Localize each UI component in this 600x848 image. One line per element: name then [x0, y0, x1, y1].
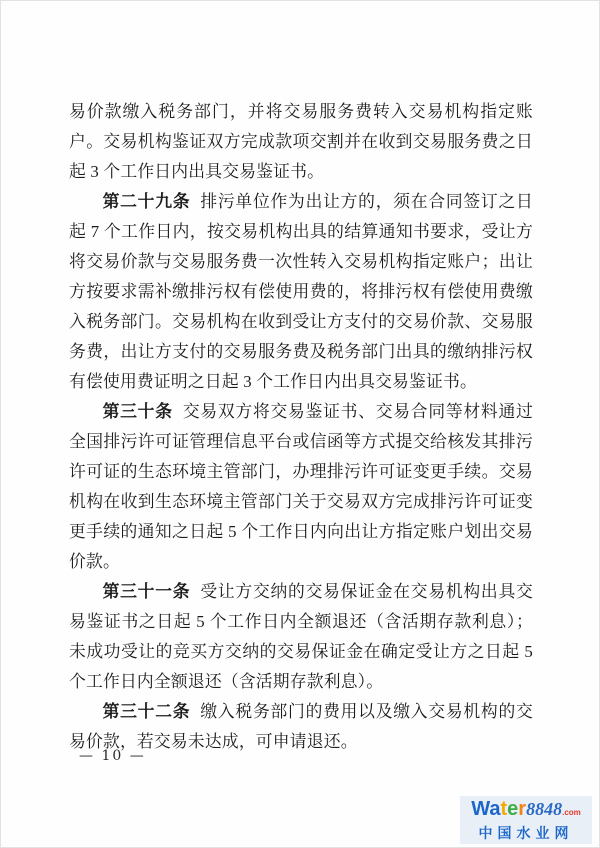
paragraph-continuation [69, 97, 533, 187]
article-29-heading: 第二十九条 [102, 192, 191, 211]
brand-letter-e: e [507, 798, 519, 820]
article-31-heading: 第三十一条 [102, 582, 191, 601]
brand-letter-t: t [500, 798, 508, 820]
watermark-subtitle: 中国水业网 [478, 825, 574, 841]
watermark-logo [460, 796, 592, 844]
brand-letter-w: W [471, 798, 490, 820]
article-30-heading: 第三十条 [102, 402, 173, 421]
brand-letter-a: a [489, 798, 501, 820]
article-30-text: 交易双方将交易鉴证书、交易合同等材料通过全国排污许可证管理信息平台或信函等方式提交给核发其排污许可证的生态环境主管部门，办理排污许可证变更手续。交易机构在收到生态环境主管部门关于交易双方完成排污许可证变更手续的通知之日起 5 个工作日内向出让方指定账户划出交易价款。 [69, 402, 533, 571]
page-number: — 10 — [79, 748, 146, 764]
article-31-text: 受让方交纳的交易保证金在交易机构出具交易鉴证书之日起 5 个工作日内全额退还（含活期存款利息）；未成功受让的竞买方交纳的交易保证金在确定受让方之日起 5 个工作日内全额退还（含活期存款利息）。 [69, 582, 533, 691]
brand-letter-r: r [518, 798, 527, 820]
article-32-text: 缴入税务部门的费用以及缴入交易机构的交易价款，若交易未达成，可申请退还。 [69, 702, 533, 751]
paragraph-article-30 [69, 397, 533, 577]
document-body [69, 97, 533, 757]
brand-tld: .com [562, 808, 581, 817]
paragraph-text: 易价款缴入税务部门，并将交易服务费转入交易机构指定账户。交易机构鉴证双方完成款项交割并在收到交易服务费之日起 3 个工作日内出具交易鉴证书。 [69, 102, 533, 181]
paragraph-article-29 [69, 187, 533, 397]
article-29-text: 排污单位作为出让方的，须在合同签订之日起 7 个工作日内，按交易机构出具的结算通知书要求，受让方将交易价款与交易服务费一次性转入交易机构指定账户；出让方按要求需补缴排污权有偿使用费的，将排污权有偿使用费缴入税务部门。交易机构在收到受让方支付的交易价款、交易服务费，出让方支付的交易服务费及税务部门出具的缴纳排污权有偿使用费证明之日起 3 个工作日内出具交易鉴证书。 [69, 192, 533, 391]
article-32-heading: 第三十二条 [102, 702, 191, 721]
watermark-brand [460, 798, 592, 824]
brand-number: 8848 [526, 799, 563, 819]
paragraph-article-31 [69, 577, 533, 697]
